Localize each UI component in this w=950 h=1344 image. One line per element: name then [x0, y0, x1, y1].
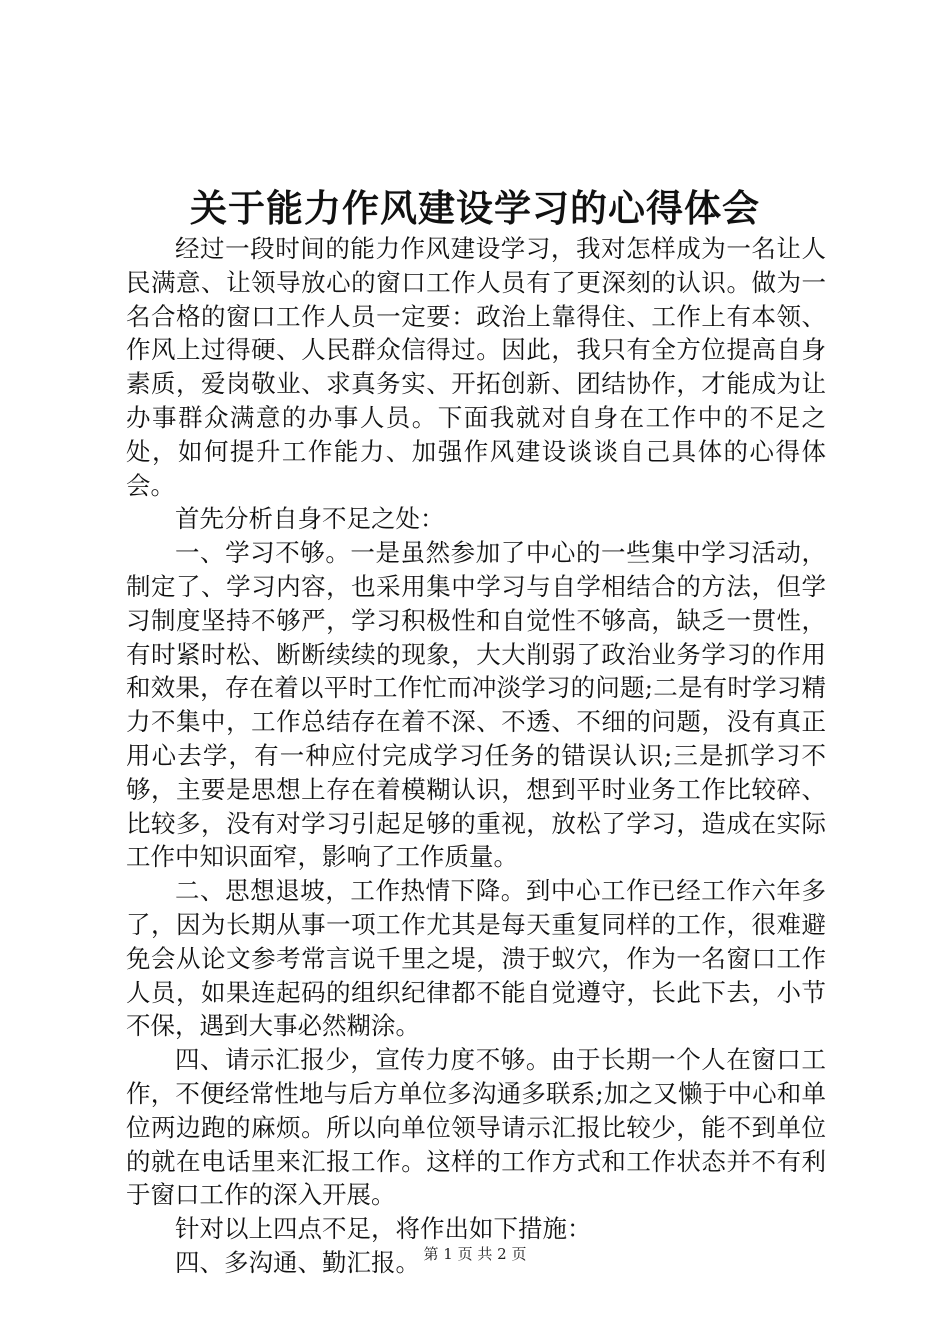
paragraph-shortcomings-heading: 首先分析自身不足之处： [175, 504, 445, 534]
paragraph-point-1: 一、学习不够。一是虽然参加了中心的一些集中学习活动，制定了、学习内容，也采用集中学习与自学相结合的方法，但学习制度坚持不够严，学习积极性和自觉性不够高，缺乏一贯性，有时紧时松、断断续续的现象，大大削弱了政治业务学习的作用和效果，存在着以平时工作忙而冲淡学习的问题;二是有时学习精力不集中，工作总结存在着不深、不透、不细的问题，没有真正用心去学，有一种应付完成学习任务的错误认识;三是抓学习不够，主要是思想上存在着模糊认识，想到平时业务工作比较碎、比较多，没有对学习引起足够的重视，放松了学习，造成在实际工作中知识面窄，影响了工作质量。 [126, 538, 826, 872]
paragraph-point-2: 二、思想退坡，工作热情下降。到中心工作已经工作六年多了，因为长期从事一项工作尤其是每天重复同样的工作，很难避免会从论文参考常言说千里之堤，溃于蚁穴，作为一名窗口工作人员，如果连起码的组织纪律都不能自觉遵守，长此下去，小节不保，遇到大事必然糊涂。 [126, 876, 826, 1041]
paragraph-measure-4: 四、多沟通、勤汇报。 [175, 1247, 420, 1277]
page-footer: 第 1 页 共 2 页 [423, 1245, 527, 1263]
paragraph-point-4: 四、请示汇报少，宣传力度不够。由于长期一个人在窗口工作，不便经常性地与后方单位多沟通多联系;加之又懒于中心和单位两边跑的麻烦。所以向单位领导请示汇报比较少，能不到单位的就在电话里来汇报工作。这样的工作方式和工作状态并不有利于窗口工作的深入开展。 [126, 1045, 826, 1210]
document-body [126, 232, 826, 1280]
document-title: 关于能力作风建设学习的心得体会 [190, 186, 760, 230]
paragraph-measures-heading: 针对以上四点不足，将作出如下措施： [175, 1214, 592, 1244]
paragraph-intro: 经过一段时间的能力作风建设学习，我对怎样成为一名让人民满意、让领导放心的窗口工作人员有了更深刻的认识。做为一名合格的窗口工作人员一定要：政治上靠得住、工作上有本领、作风上过得硬、人民群众信得过。因此，我只有全方位提高自身素质，爱岗敬业、求真务实、开拓创新、团结协作，才能成为让办事群众满意的办事人员。下面我就对自身在工作中的不足之处，如何提升工作能力、加强作风建设谈谈自己具体的心得体会。 [126, 234, 826, 500]
